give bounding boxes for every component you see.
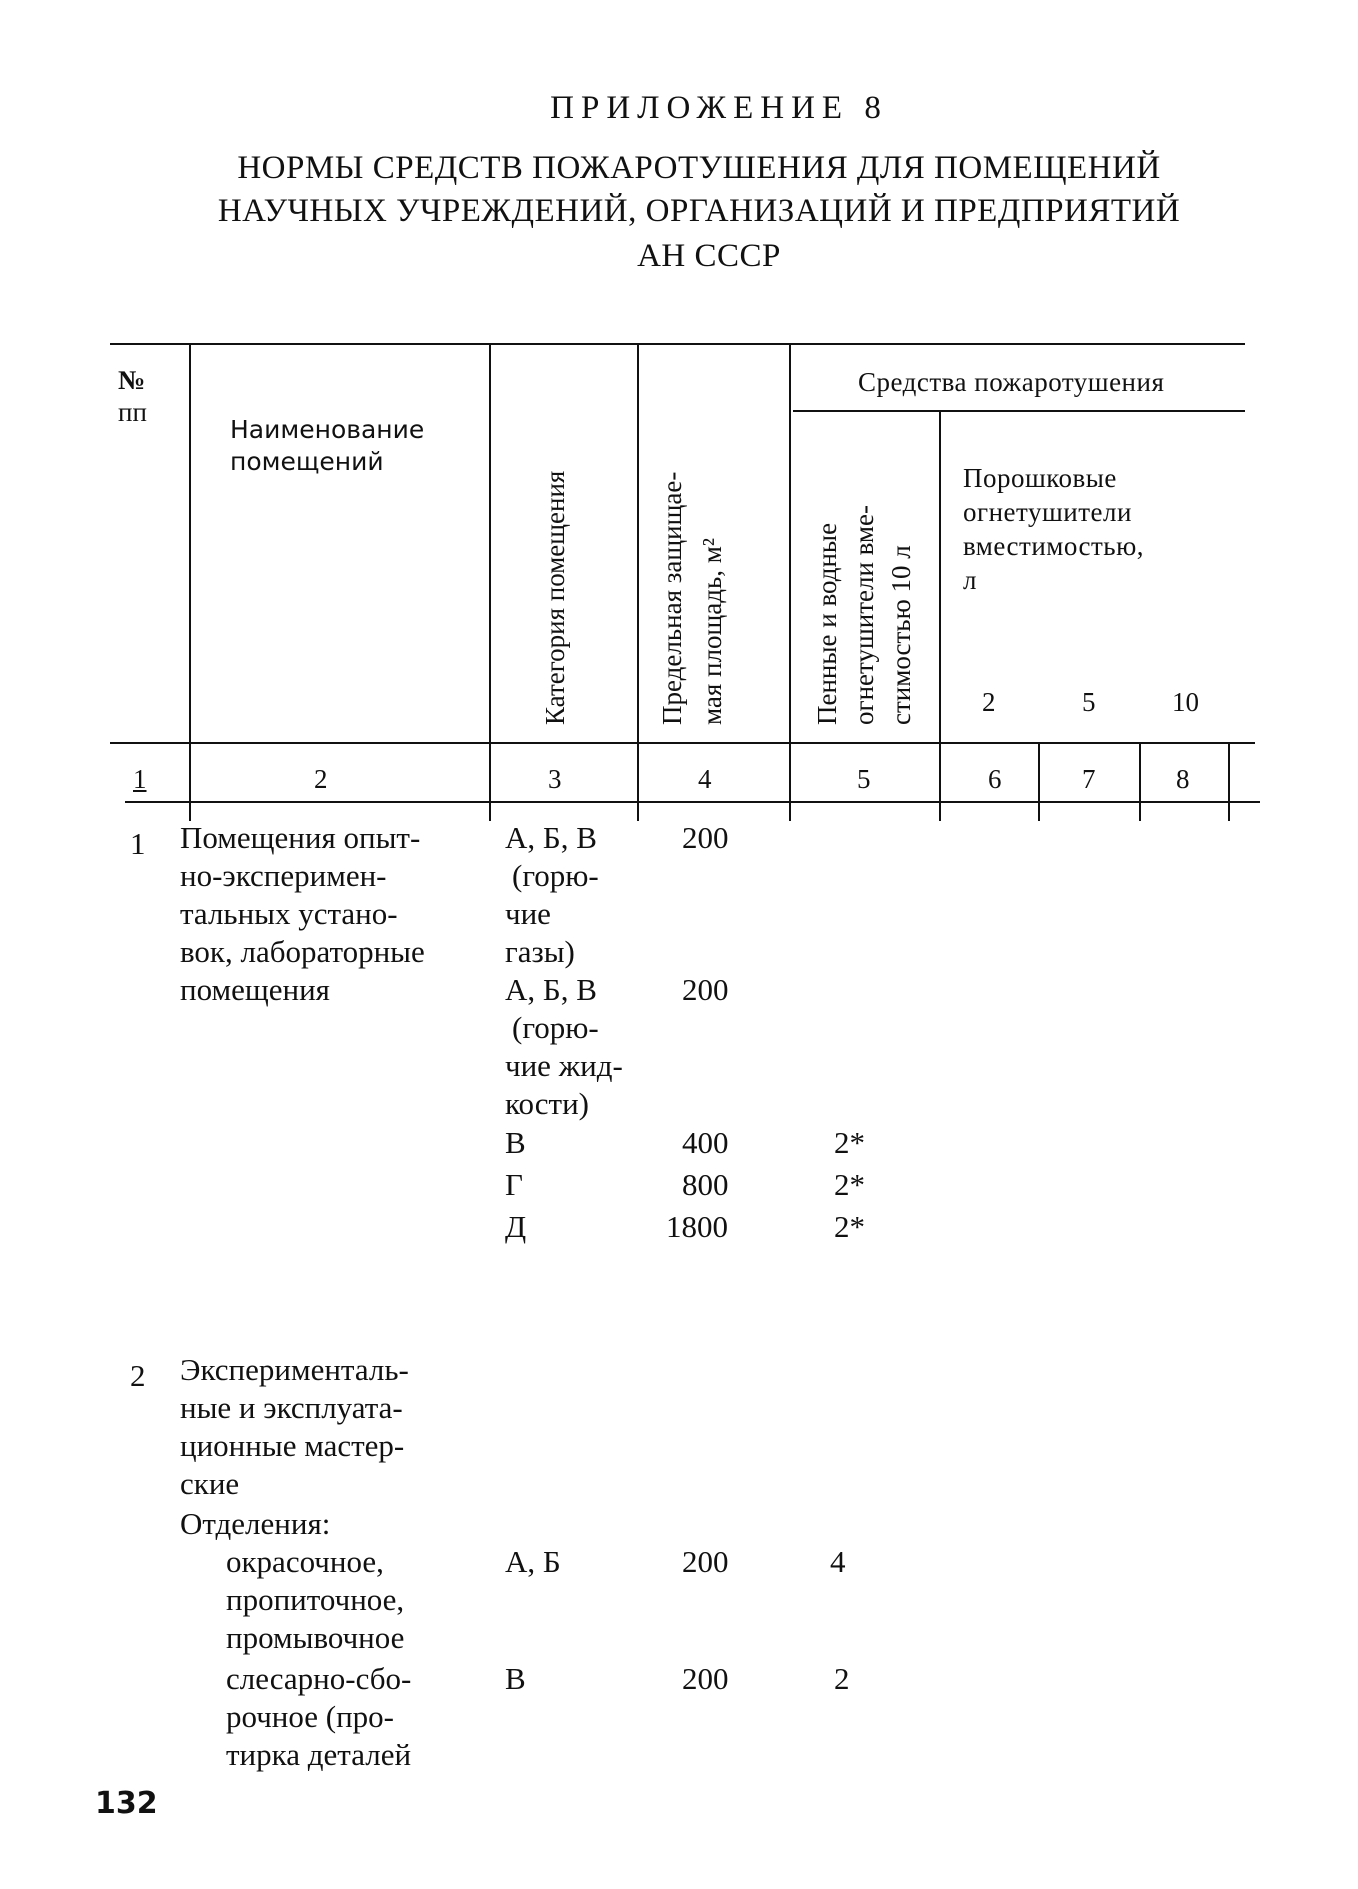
col-divider-1	[189, 343, 191, 821]
page-number: 132	[95, 1786, 158, 1821]
header-name-line-1: Наименование	[230, 415, 425, 444]
header-powder-line-3: вместимостью,	[963, 531, 1145, 561]
s2-r2-area: 200	[682, 1661, 729, 1696]
section-2-number: 2	[130, 1358, 146, 1393]
s1-r2-category-line-1: А, Б, В	[505, 972, 597, 1007]
header-category: Категория помещения	[540, 470, 570, 725]
header-foam-line-1: Пенные и водные	[812, 522, 842, 725]
section-1-name-line-3: тальных устано-	[180, 896, 398, 931]
powder-size-5: 5	[1082, 687, 1096, 717]
appendix-label: ПРИЛОЖЕНИЕ 8	[550, 90, 888, 126]
header-name-line-2: помещений	[230, 447, 384, 476]
powder-size-2: 2	[982, 687, 996, 717]
colnum-7: 7	[1082, 764, 1096, 794]
header-foam-line-2: огнетушители вме-	[849, 505, 879, 725]
col-divider-4	[789, 343, 791, 821]
col-divider-8	[1228, 742, 1230, 821]
s2-r1-category: А, Б	[505, 1544, 561, 1579]
s1-r5-foam: 2*	[834, 1209, 865, 1244]
section-2-subhead: Отделения:	[180, 1506, 331, 1541]
col-divider-2	[489, 343, 491, 821]
col-divider-5	[939, 410, 941, 821]
s1-r1-category-line-1: А, Б, В	[505, 820, 597, 855]
s1-r3-foam: 2*	[834, 1125, 865, 1160]
section-1-name-line-1: Помещения опыт-	[180, 820, 421, 855]
colnum-3: 3	[548, 764, 562, 794]
s1-r2-category-line-4: кости)	[505, 1086, 589, 1121]
section-2-name-line-3: ционные мастер-	[180, 1428, 405, 1463]
powder-size-10: 10	[1172, 687, 1199, 717]
s1-r4-area: 800	[682, 1167, 729, 1202]
header-powder-line-2: огнетушители	[963, 497, 1132, 527]
header-foam-line-3: стимостью 10 л	[886, 545, 916, 725]
s1-r2-category-line-2: (горю-	[512, 1010, 599, 1045]
s1-r1-category-line-2: (горю-	[512, 858, 599, 893]
section-1-number: 1	[130, 826, 146, 861]
s1-r4-foam: 2*	[834, 1167, 865, 1202]
s1-r3-area: 400	[682, 1125, 729, 1160]
header-powder-line-4: л	[963, 565, 977, 595]
s1-r1-category-line-3: чие	[505, 896, 551, 931]
section-2-name-line-1: Эксперименталь-	[180, 1352, 409, 1387]
s1-r5-area: 1800	[666, 1209, 728, 1244]
s2-r2-category: В	[505, 1661, 526, 1696]
s2-r2-name-line-1: слесарно-сбо-	[226, 1661, 412, 1696]
s2-r2-foam: 2	[834, 1661, 850, 1696]
s1-r4-category: Г	[505, 1167, 523, 1202]
colnum-6: 6	[988, 764, 1002, 794]
header-powder-line-1: Порошковые	[963, 463, 1117, 493]
means-subheader-rule	[793, 410, 1245, 412]
table-top-rule	[110, 343, 1245, 345]
section-2-name-line-4: ские	[180, 1466, 240, 1501]
header-bottom-rule	[110, 742, 1255, 744]
section-1-name-line-5: помещения	[180, 972, 330, 1007]
document-title-line-3: АН СССР	[637, 238, 781, 274]
header-area-line-1: Предельная защищае-	[657, 471, 687, 725]
section-1-name-line-2: но-эксперимен-	[180, 858, 387, 893]
s2-r2-name-line-3: тирка деталей	[226, 1737, 412, 1772]
s2-r1-area: 200	[682, 1544, 729, 1579]
colnum-1: 1	[133, 764, 147, 794]
s1-r2-category-line-3: чие жид-	[505, 1048, 623, 1083]
colnum-2: 2	[314, 764, 328, 794]
s1-r5-category: Д	[505, 1209, 527, 1244]
s2-r1-name-line-2: пропиточное,	[226, 1582, 405, 1617]
colnum-bottom-rule	[125, 801, 1260, 803]
header-means: Средства пожаротушения	[858, 367, 1165, 397]
section-2-name-line-2: ные и эксплуата-	[180, 1390, 403, 1425]
document-title-line-1: НОРМЫ СРЕДСТВ ПОЖАРОТУШЕНИЯ ДЛЯ ПОМЕЩЕНИЙ	[237, 150, 1161, 186]
s2-r2-name-line-2: рочное (про-	[226, 1699, 395, 1734]
s1-r1-category-line-4: газы)	[505, 934, 575, 969]
s1-r2-area: 200	[682, 972, 729, 1007]
s2-r1-name-line-1: окрасочное,	[226, 1544, 384, 1579]
colnum-5: 5	[857, 764, 871, 794]
colnum-8: 8	[1176, 764, 1190, 794]
col-divider-6	[1038, 742, 1040, 821]
document-title-line-2: НАУЧНЫХ УЧРЕЖДЕНИЙ, ОРГАНИЗАЦИЙ И ПРЕДПРИЯТИЙ	[217, 193, 1181, 229]
s2-r1-foam: 4	[830, 1544, 846, 1579]
header-num-abbrev: пп	[118, 397, 147, 427]
s1-r1-area: 200	[682, 820, 729, 855]
s1-r3-category: В	[505, 1125, 526, 1160]
header-area-line-2: мая площадь, м²	[697, 538, 727, 725]
colnum-4: 4	[698, 764, 712, 794]
col-divider-7	[1139, 742, 1141, 821]
header-num-symbol: №	[118, 365, 146, 395]
s2-r1-name-line-3: промывочное	[226, 1620, 405, 1655]
col-divider-3	[637, 343, 639, 821]
section-1-name-line-4: вок, лабораторные	[180, 934, 425, 969]
